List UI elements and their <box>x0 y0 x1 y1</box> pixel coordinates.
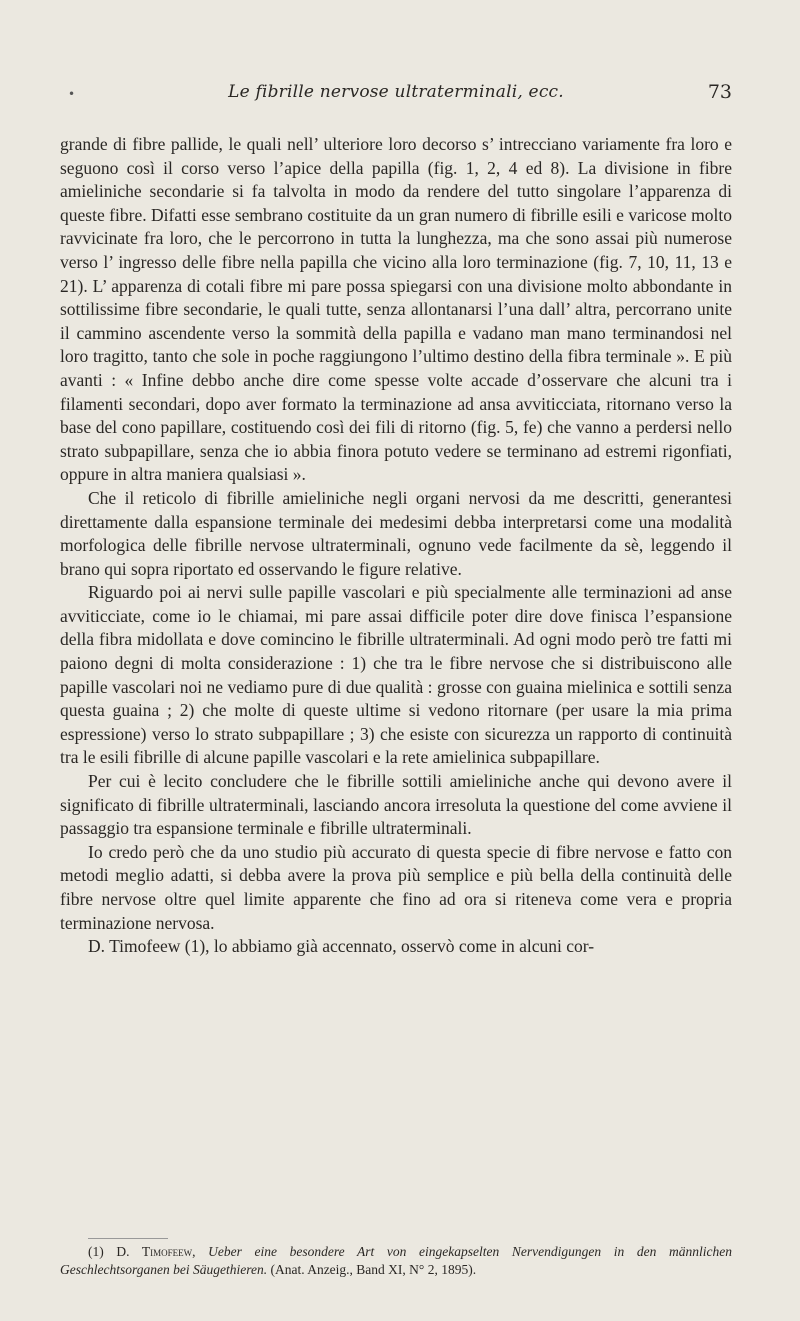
paragraph: Io credo però che da uno studio più accurato di questa specie di fibre nervose e fatto con metodi meglio adatti, si debba avere la prova più semplice e più bella della continuità delle fibre nervose oltre quel limite apparente che fino ad ora si riteneva come vera e propria terminazione nervosa. <box>60 841 732 933</box>
footnote <box>60 1243 732 1278</box>
margin-mark: • <box>68 87 76 101</box>
paragraph: Che il reticolo di fibrille amieliniche negli organi nervosi da me descritti, generantesi direttamente dalla espansione terminale dei medesimi debba interpretarsi come una modalità morfologica delle fibrille nervose ultraterminali, ognuno vede facilmente da sè, leggendo il brano qui sopra riportato ed osservando le figure relative. <box>60 487 732 579</box>
footnote-mark: (1) <box>88 1244 104 1259</box>
footnote-title: Ueber eine besondere Art von eingekapselten Nervendigungen in den männlichen Geschlechtsorganen bei Säugethieren. <box>60 1244 733 1277</box>
footnote-divider <box>88 1238 168 1239</box>
page-header <box>60 77 732 107</box>
page-number: 73 <box>707 81 732 103</box>
paragraph: Riguardo poi ai nervi sulle papille vascolari e più specialmente alle terminazioni ad anse avviticciate, come io le chiamai, mi pare assai difficile poter dire dove finisca l’espansione della fibra midollata e dove comincino le fibrille ultraterminali. Ad ogni modo però tre fatti mi paiono degni di molta considerazione : 1) che tra le fibre nervose che si distribuiscono alle papille vascolari noi ne vediamo pure di due qualità : grosse con guaina mielinica e sottili senza questa guaina ; 2) che molte di queste ultime si vedono ritornare (per usare la mia prima espressione) verso lo strato subpapillare ; 3) che esiste con sicurezza un rapporto di continuità tra le esili fibrille di alcune papille vascolari e la rete amielinica subpapillare. <box>60 582 732 768</box>
paragraph: grande di fibre pallide, le quali nell’ ulteriore loro decorso s’ intrecciano variamente fra loro e seguono così il corso verso l’apice della papilla (fig. 1, 2, 4 ed 8). La divisione in fibre amieliniche secondarie si fa talvolta in modo da rendere del tutto singolare l’apparenza di queste fibre. Difatti esse sembrano costituite da un gran numero di fibrille esili e varicose molto ravvicinate fra loro, che le percorrono in tutta la lunghezza, ma che sono assai più numerose verso l’ ingresso delle fibre nella papilla che vicino alla loro terminazione (fig. 7, 10, 11, 13 e 21). L’ apparenza di cotali fibre mi pare possa spiegarsi con una divisione molto abbondante in sottilissime fibre secondarie, le quali tutte, senza allontanarsi l’una dall’ altra, percorrano unite il cammino ascendente verso la sommità della papilla e vadano man mano terminandosi nel loro tragitto, tanto che sole in poche raggiungono l’ultimo destino della fibra terminale ». E più avanti : « Infine debbo anche dire come spesse volte accade d’osservare che alcuni tra i filamenti secondari, dopo aver formato la terminazione ad ansa avviticciata, ritornano verso la base del cono papillare, costituendo così dei fili di ritorno (fig. 5, fe) che vanno a perdersi nello strato subpapillare, senza che io abbia finora potuto vedere se terminano ad estremi rigonfiati, oppure in altra maniera qualsiasi ». <box>60 134 732 485</box>
running-title: Le fibrille nervose ultraterminali, ecc. <box>228 82 564 102</box>
paragraph: D. Timofeew (1), lo abbiamo già accennato, osservò come in alcuni cor- <box>88 936 595 957</box>
paragraph: Per cui è lecito concludere che le fibrille sottili amieliniche anche qui devono avere il significato di fibrille ultraterminali, lasciando ancora irresoluta la questione del come avviene il passaggio tra espansione terminale e fibrille ultraterminali. <box>60 771 732 839</box>
footnote-citation: (Anat. Anzeig., Band XI, N° 2, 1895). <box>270 1261 477 1277</box>
body-text <box>60 133 732 959</box>
footnote-author: D. Timofeew, <box>116 1244 196 1259</box>
